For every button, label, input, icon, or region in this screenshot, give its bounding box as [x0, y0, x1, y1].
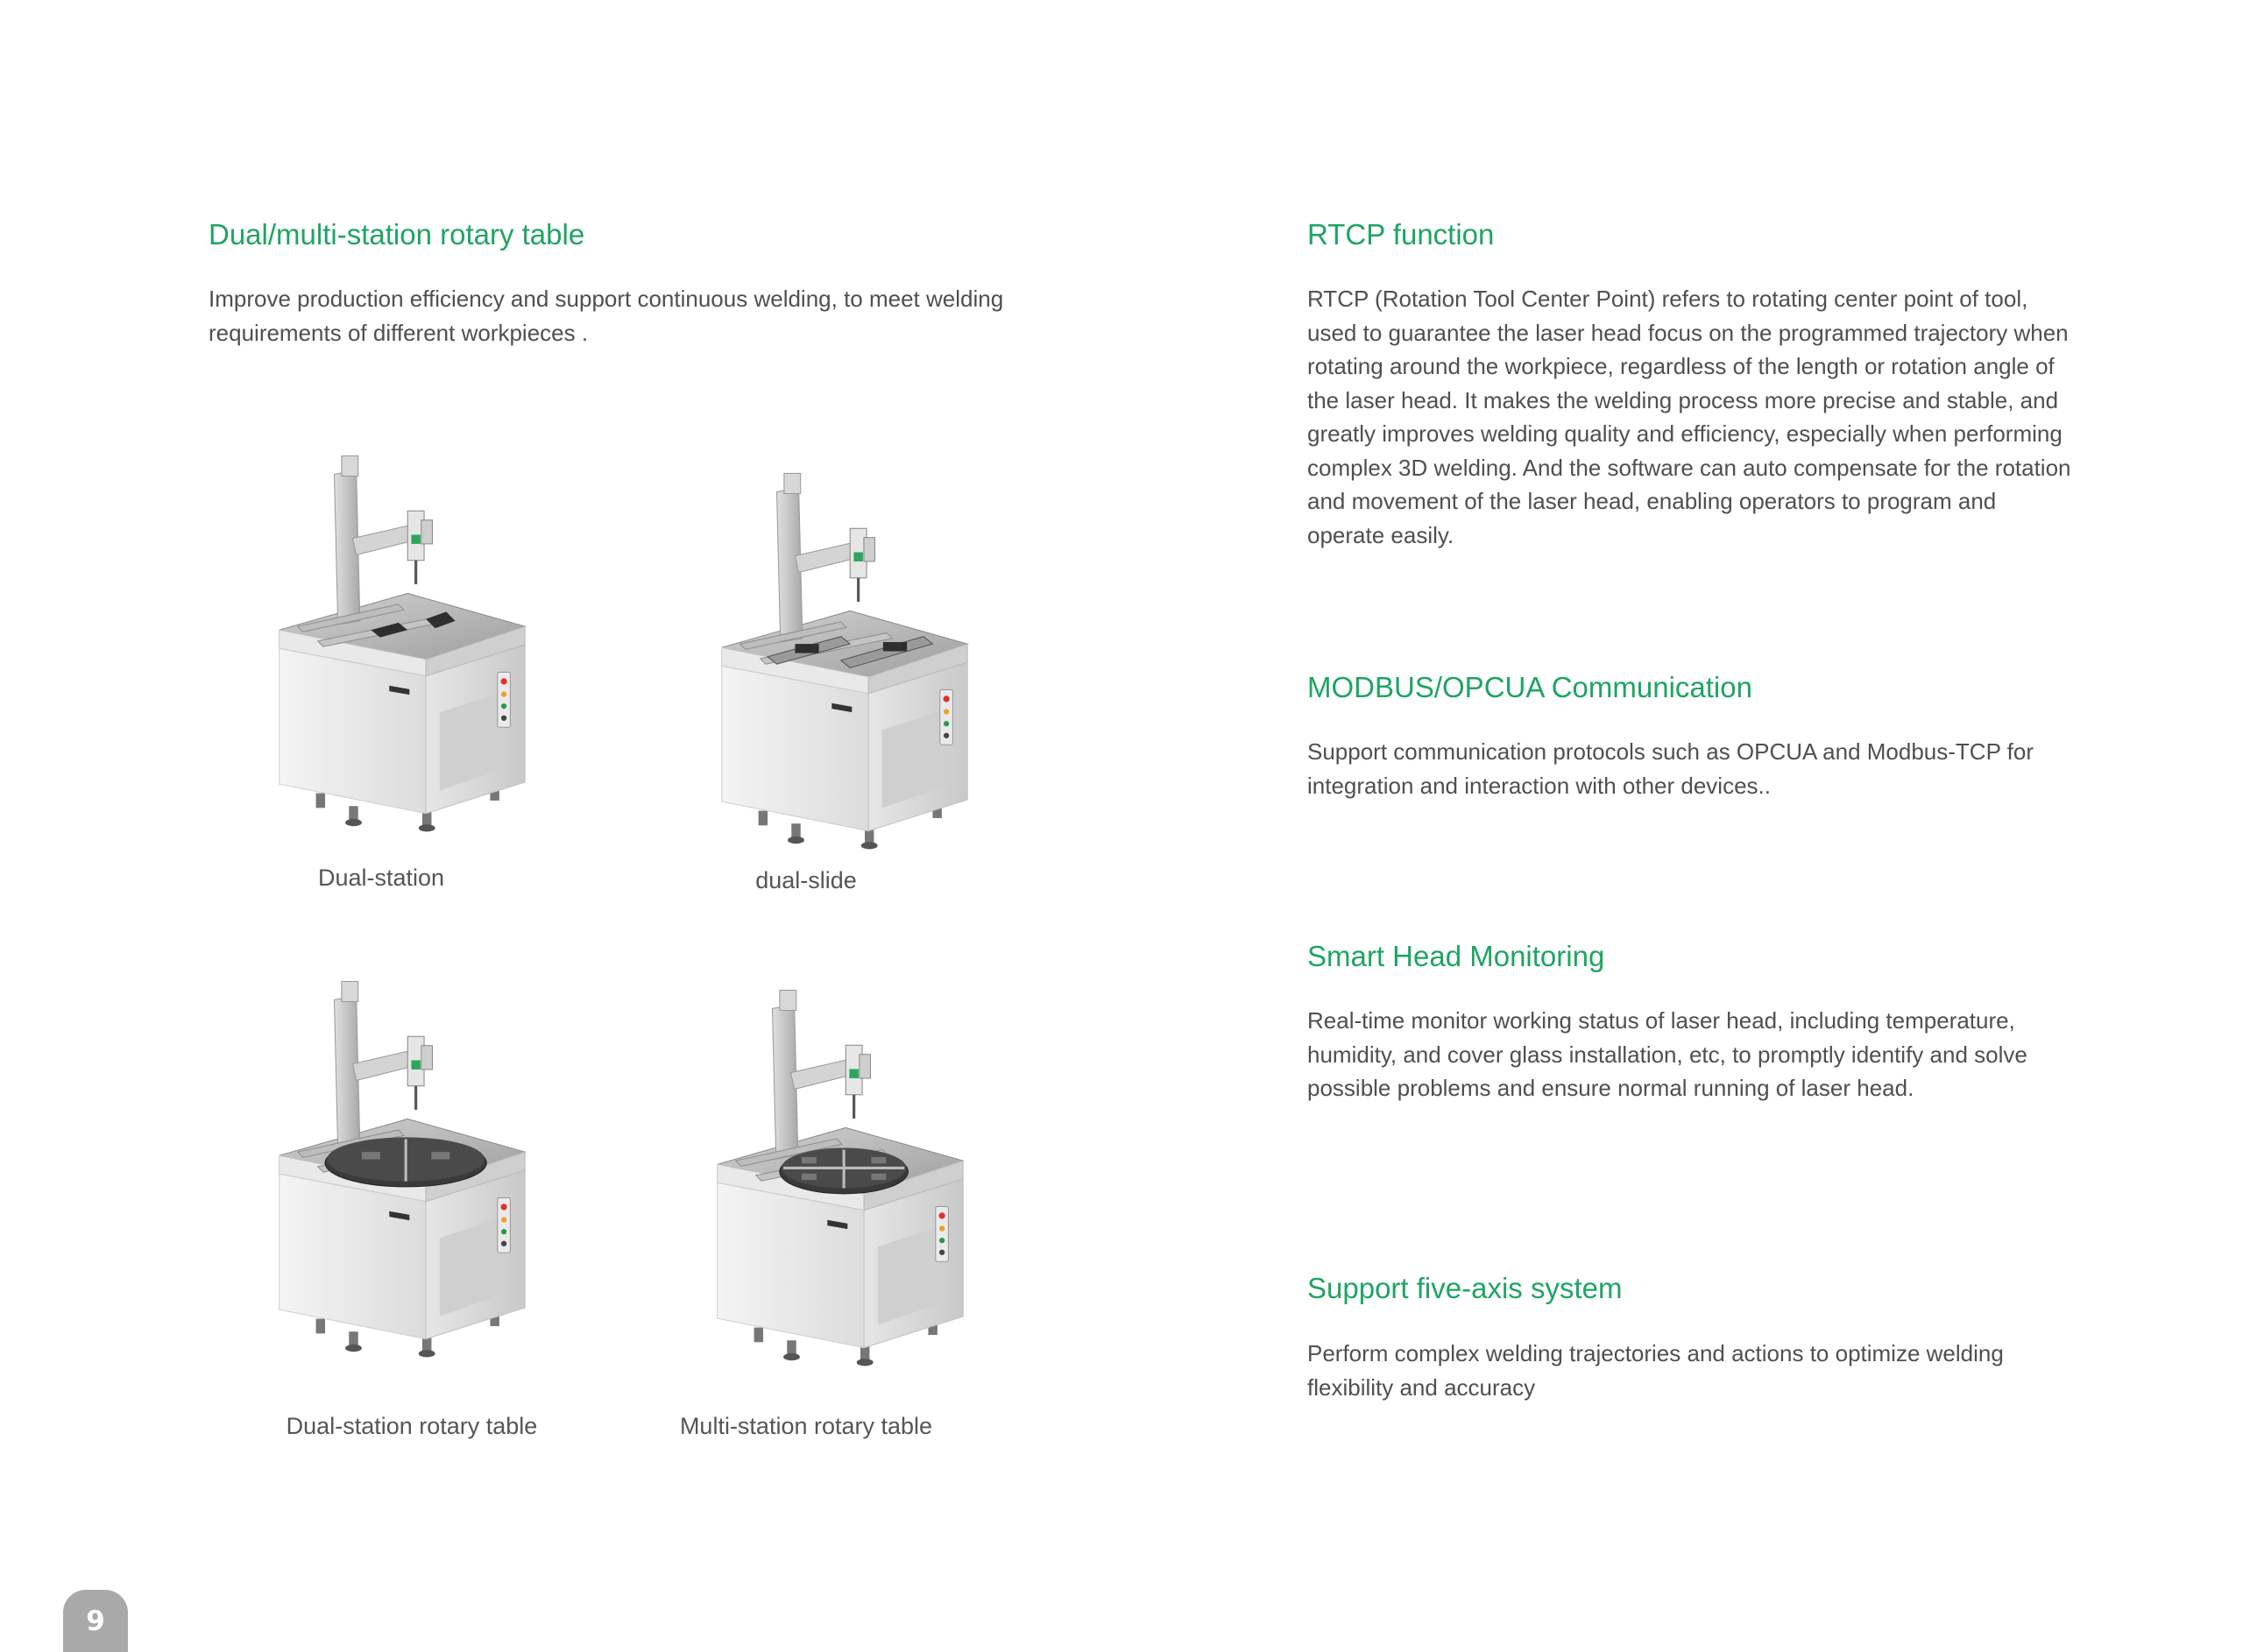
page-number: 9: [63, 1590, 128, 1652]
caption-dual-slide: dual-slide: [755, 867, 857, 893]
caption-dual-rotary: Dual-station rotary table: [286, 1413, 538, 1439]
caption-multi-rotary: Multi-station rotary table: [679, 1413, 933, 1439]
feature-five-axis-title: Support five-axis system: [1307, 1272, 1623, 1304]
feature-five-axis-text: Perform complex welding trajectories and actions to optimize welding flexibility and accuracy: [1307, 1340, 2004, 1401]
product-multi-rotary: [692, 981, 990, 1375]
feature-head-monitoring-title: Smart Head Monitoring: [1307, 940, 1605, 972]
feature-rtcp-title: RTCP function: [1307, 218, 1495, 251]
rotary-table-description: Improve production efficiency and support continuous welding, to meet welding requirements of different workpieces .: [209, 286, 1004, 346]
feature-head-monitoring-text: Real-time monitor working status of laser head, including temperature, humidity, and cover glass installation, etc, to promptly identify and solve possible problems and ensure normal running of laser head.: [1307, 1007, 2027, 1101]
dual-station-machine-image: [254, 447, 552, 841]
multi-rotary-machine-image: [692, 981, 990, 1375]
feature-modbus-text: Support communication protocols such as OPCUA and Modbus-TCP for integration and interaction with other devices..: [1307, 738, 2034, 799]
rotary-table-heading: Dual/multi-station rotary table: [209, 218, 585, 251]
feature-modbus-title: MODBUS/OPCUA Communication: [1307, 671, 1752, 703]
dual-rotary-machine-image: [254, 972, 552, 1366]
product-dual-rotary: [254, 972, 552, 1366]
dual-slide-machine-image: [697, 464, 994, 858]
product-dual-slide: [697, 464, 994, 858]
product-dual-station: [254, 447, 552, 841]
caption-dual-station: Dual-station: [317, 865, 445, 891]
feature-rtcp-text: RTCP (Rotation Tool Center Point) refers to rotating center point of tool, used to guarantee the laser head focus on the programmed trajectory when rotating around the workpiece, regardless of the length or rotation angle of the laser head. It makes the welding process more precise and stable, and greatly improves welding quality and efficiency, especially when performing complex 3D welding. And the software can auto compensate for the rotation and movement of the laser head, enabling operators to program and operate easily.: [1307, 286, 2071, 548]
